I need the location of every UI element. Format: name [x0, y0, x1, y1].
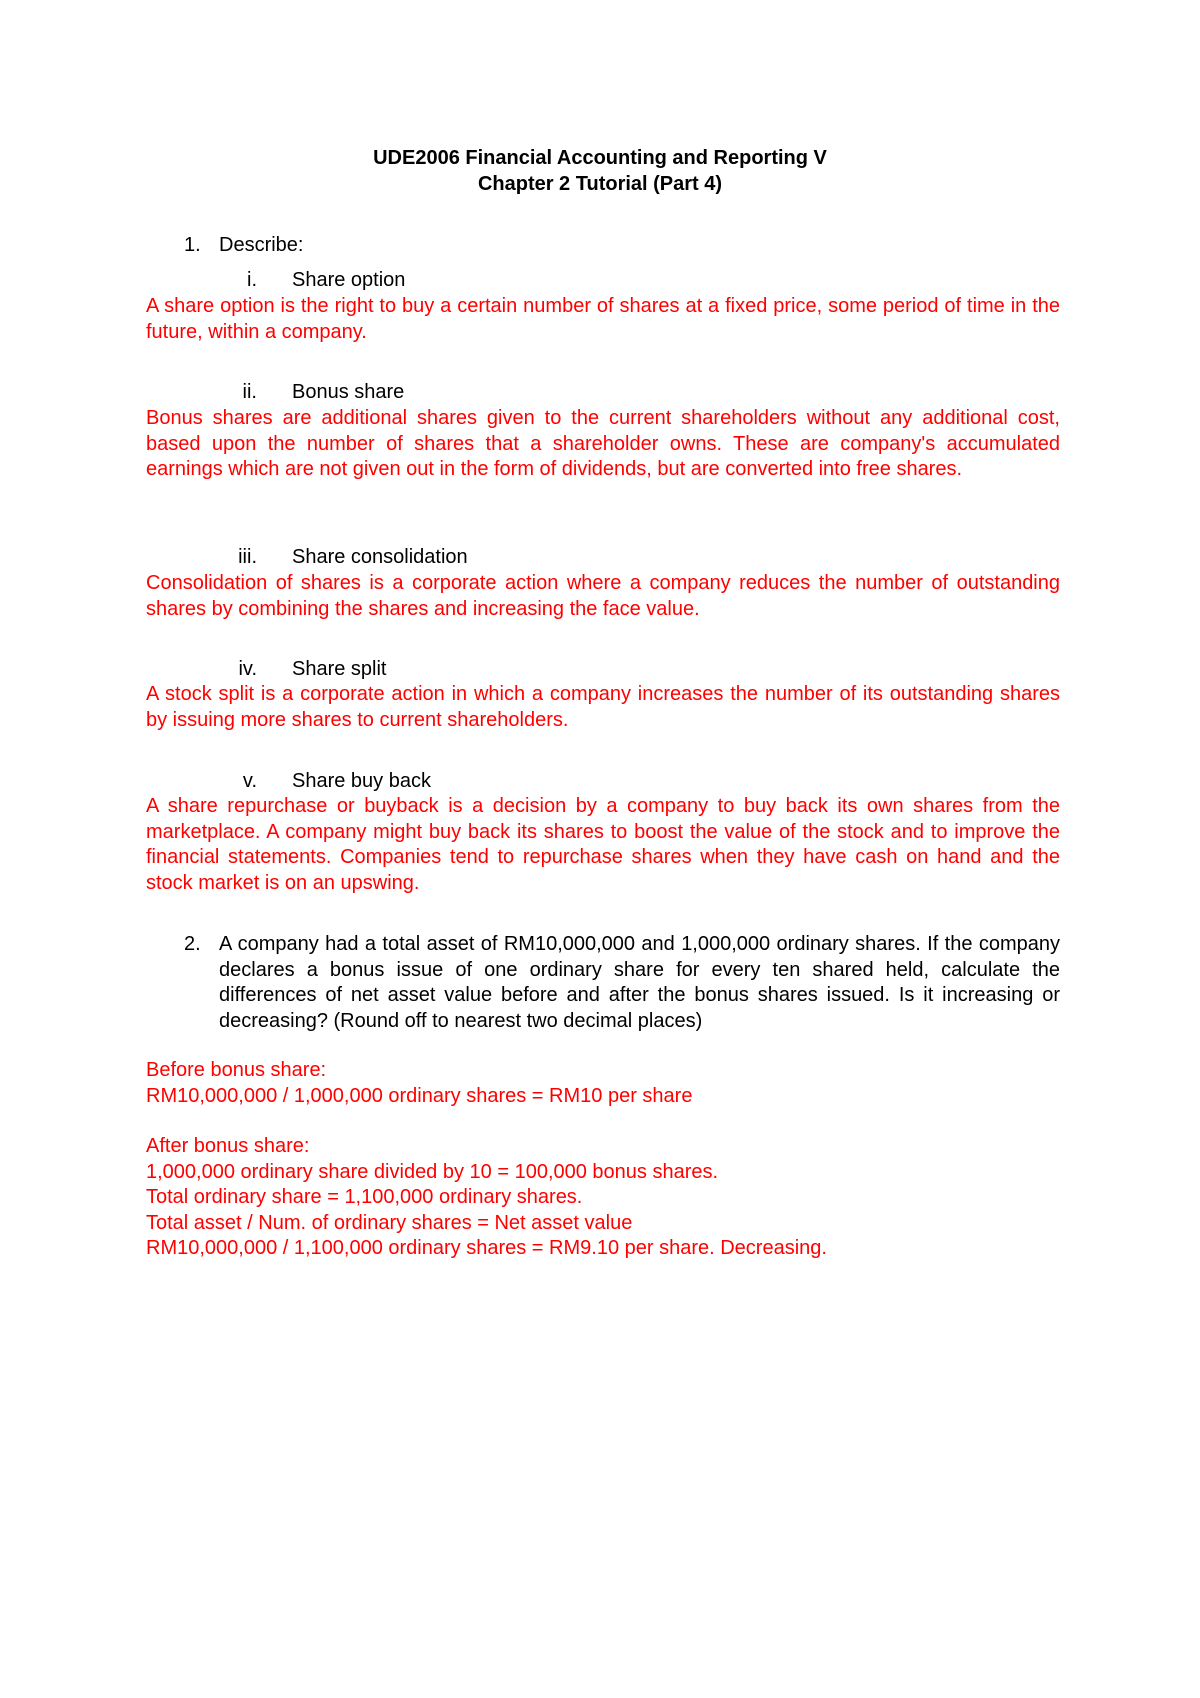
question-2-prompt: A company had a total asset of RM10,000,000 and 1,000,000 ordinary shares. If the company declares a bonus issue of one ordinary share for every ten shared held, calculate the differences of net asset value before and after the bonus shares issued. Is it increasing or decreasing? (Round off to nearest two decimal places) [219, 933, 1060, 1032]
item-numeral: i. [247, 269, 257, 291]
item-label: Share consolidation [292, 546, 468, 568]
document-title: UDE2006 Financial Accounting and Reporting V [373, 147, 827, 169]
item-numeral: v. [242, 770, 257, 792]
question-1-number: 1. [184, 234, 201, 256]
after-line: Total ordinary share = 1,100,000 ordinary shares. [146, 1186, 583, 1208]
item-label: Share option [292, 269, 406, 291]
title-block [0, 145, 1200, 197]
item-numeral: iv. [238, 658, 257, 680]
item-label: Bonus share [292, 381, 405, 403]
question-1-prompt: Describe: [219, 234, 304, 256]
before-heading: Before bonus share: [146, 1059, 327, 1081]
item-answer: Bonus shares are additional shares given to the current shareholders without any additional cost, based upon the number of shares that a shareholder owns. These are company's accumulated earnings which are not given out in the form of dividends, but are converted into free shares. [146, 407, 1060, 480]
item-answer: A share repurchase or buyback is a decision by a company to buy back its own shares from the marketplace. A company might buy back its shares to boost the value of the stock and to improve the financial statements. Companies tend to repurchase shares when they have cash on hand and the stock market is on an upswing. [146, 795, 1060, 894]
item-label: Share buy back [292, 770, 431, 792]
item-answer: Consolidation of shares is a corporate action where a company reduces the number of outstanding shares by combining the shares and increasing the face value. [146, 572, 1060, 620]
document-subtitle: Chapter 2 Tutorial (Part 4) [477, 173, 723, 195]
item-answer: A share option is the right to buy a certain number of shares at a fixed price, some period of time in the future, within a company. [146, 295, 1060, 343]
item-answer: A stock split is a corporate action in which a company increases the number of its outstanding shares by issuing more shares to current shareholders. [146, 683, 1060, 731]
before-calculation: RM10,000,000 / 1,000,000 ordinary shares = RM10 per share [146, 1085, 693, 1107]
after-heading: After bonus share: [146, 1135, 310, 1157]
after-line: 1,000,000 ordinary share divided by 10 = 100,000 bonus shares. [146, 1161, 719, 1183]
item-numeral: iii. [238, 546, 257, 568]
after-line: Total asset / Num. of ordinary shares = Net asset value [146, 1212, 633, 1234]
after-line: RM10,000,000 / 1,100,000 ordinary shares = RM9.10 per share. Decreasing. [146, 1237, 827, 1259]
item-label: Share split [292, 658, 387, 680]
item-numeral: ii. [242, 381, 257, 403]
question-2-number: 2. [184, 933, 201, 955]
